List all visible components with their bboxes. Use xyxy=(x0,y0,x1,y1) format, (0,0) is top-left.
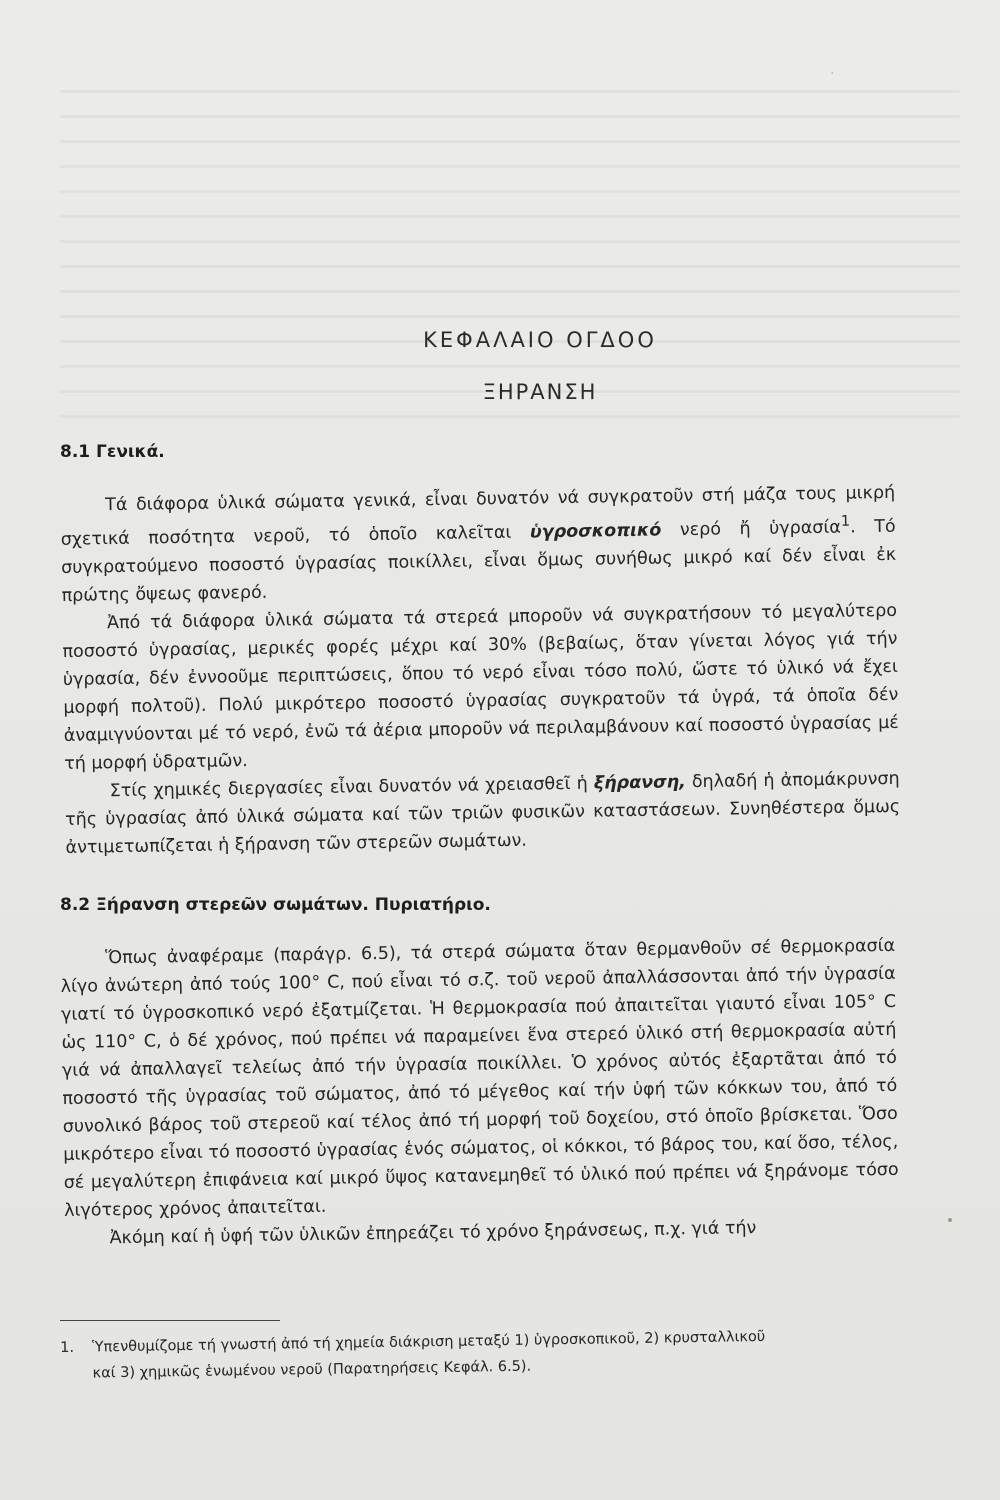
emphasized-term: ξήρανση, xyxy=(593,772,686,794)
emphasized-term: ὑγροσκοπικό xyxy=(529,520,662,543)
paragraph-text: Τά διάφορα ὑλικά σώματα γενικά, εἶναι δυνατόν νά συγκρατοῦν στή μάζα τους μικρή σχετικά ποσότητα νεροῦ, τό ὁποῖο καλεῖται xyxy=(60,482,896,550)
footnote-divider xyxy=(60,1320,280,1321)
section-8-1-body xyxy=(60,479,901,862)
footnote-line: καί 3) χημικῶς ἑνωμένου νεροῦ (Παρατηρήσεις Κεφάλ. 6.5). xyxy=(92,1358,532,1382)
paragraph xyxy=(60,479,897,610)
footnote-reference: 1 xyxy=(840,512,851,530)
paragraph: Ὅπως ἀναφέραμε (παράγρ. 6.5), τά στερά σώματα ὅταν θερμανθοῦν σέ θερμοκρασία λίγο ἀνώτερη ἀπό τούς 100° C, πού εἶναι τό σ.ζ. τοῦ νεροῦ ἀπαλλάσσονται ἀπό τήν ὑγρασία γιατί τό ὑγροσκοπικό νερό ἐξατμίζεται. Ἡ θερμοκρασία πού ἀπαιτεῖται γιαυτό εἶναι 105° C ὡς 110° C, ὁ δέ χρόνος, πού πρέπει νά παραμείνει ἕνα στερεό ὑλικό στή θερμοκρασία αὐτή γιά νά ἀπαλλαγεῖ τελείως ἀπό τήν ὑγρασία ποικίλλει. Ὁ χρόνος αὐτός ἐξαρτᾶται ἀπό τό ποσοστό τῆς ὑγρασίας τοῦ σώματος, ἀπό τό μέγεθος καί τήν ὑφή τῶν κόκκων του, ἀπό τό συνολικό βάρος τοῦ στερεοῦ καί τέλος ἀπό τή μορφή τοῦ δοχείου, στό ὁποῖο βρίσκεται. Ὅσο μικρότερο εἶναι τό ποσοστό ὑγρασίας ἑνός σώματος, οἱ κόκκοι, τό βάρος του, καί ὅσο, τέλος, σέ μεγαλύτερη ἐπιφάνεια καί μικρό ὕψος κατανεμηθεῖ τό ὑλικό πού πρέπει νά ξηράνομε τόσο λιγότερος χρόνος ἀπαιτεῖται. xyxy=(60,935,899,1221)
chapter-title: ΞΗΡΑΝΣΗ xyxy=(482,380,598,404)
section-heading-8-2: 8.2 Ξήρανση στερεῶν σωμάτων. Πυριατήριο. xyxy=(60,895,491,915)
page-corner-mark: · xyxy=(830,66,835,82)
paragraph-text: . Τό συγκρατούμενο ποσοστό ὑγρασίας ποικίλλει, εἶναι ὅμως συνήθως μικρό καί δέν εἶναι ἐκ πρώτης ὄψεως φανερό. xyxy=(61,516,897,606)
paragraph xyxy=(64,765,900,862)
chapter-label: ΚΕΦΑΛΑΙΟ ΟΓΔΟΟ xyxy=(423,328,657,352)
paragraph-text: δηλαδή ἡ ἀπομάκρυνση τῆς ὑγρασίας ἀπό ὑλικά σώματα καί τῶν τριῶν φυσικῶν καταστάσεων. Συνηθέστερα ὅμως ἀντιμετωπίζεται ἡ ξήρανση τῶν στερεῶν σωμάτων. xyxy=(64,768,901,858)
section-heading-8-1: 8.1 Γενικά. xyxy=(60,442,165,462)
section-8-2-body xyxy=(60,932,900,1253)
scan-speck xyxy=(948,1218,952,1222)
footnote xyxy=(60,1322,911,1387)
paragraph: Ἀπό τά διάφορα ὑλικά σώματα τά στερεά μποροῦν νά συγκρατήσουν τό μεγαλύτερο ποσοστό ὑγρασίας, μερικές φορές μέχρι καί 30% (βεβαίως, ὅταν γίνεται λόγος γιά τήν ὑγρασία, δέν ἐννοοῦμε περιπτώσεις, ὅπου τό νερό εἶναι τόσο πολύ, ὥστε τό ὑλικό νά ἔχει μορφή πολτοῦ). Πολύ μικρότερο ποσοστό ὑγρασίας συγκρατοῦν τά ὑγρά, τά ὁποῖα δέν ἀναμιγνύονται μέ τό νερό, ἐνῶ τά ἀέρια μποροῦν νά περιλαμβάνουν καί ποσοστό ὑγρασίας μέ τή μορφή ὑδρατμῶν. xyxy=(62,600,899,774)
show-through-text xyxy=(60,90,960,510)
paragraph: Ἀκόμη καί ἡ ὑφή τῶν ὑλικῶν ἐπηρεάζει τό χρόνο ξηράνσεως, π.χ. γιά τήν xyxy=(109,1218,757,1249)
paragraph-text: Στίς χημικές διεργασίες εἶναι δυνατόν νά χρειασθεῖ ἡ xyxy=(109,773,594,802)
footnote-marker: 1. xyxy=(60,1339,75,1356)
footnote-text: Ὑπενθυμίζομε τή γνωστή ἀπό τή χημεία διάκριση μεταξύ 1) ὑγροσκοπικοῦ, 2) κρυσταλλικοῦ xyxy=(92,1328,766,1356)
paragraph-text: νερό ἤ ὑγρασία xyxy=(661,517,841,541)
